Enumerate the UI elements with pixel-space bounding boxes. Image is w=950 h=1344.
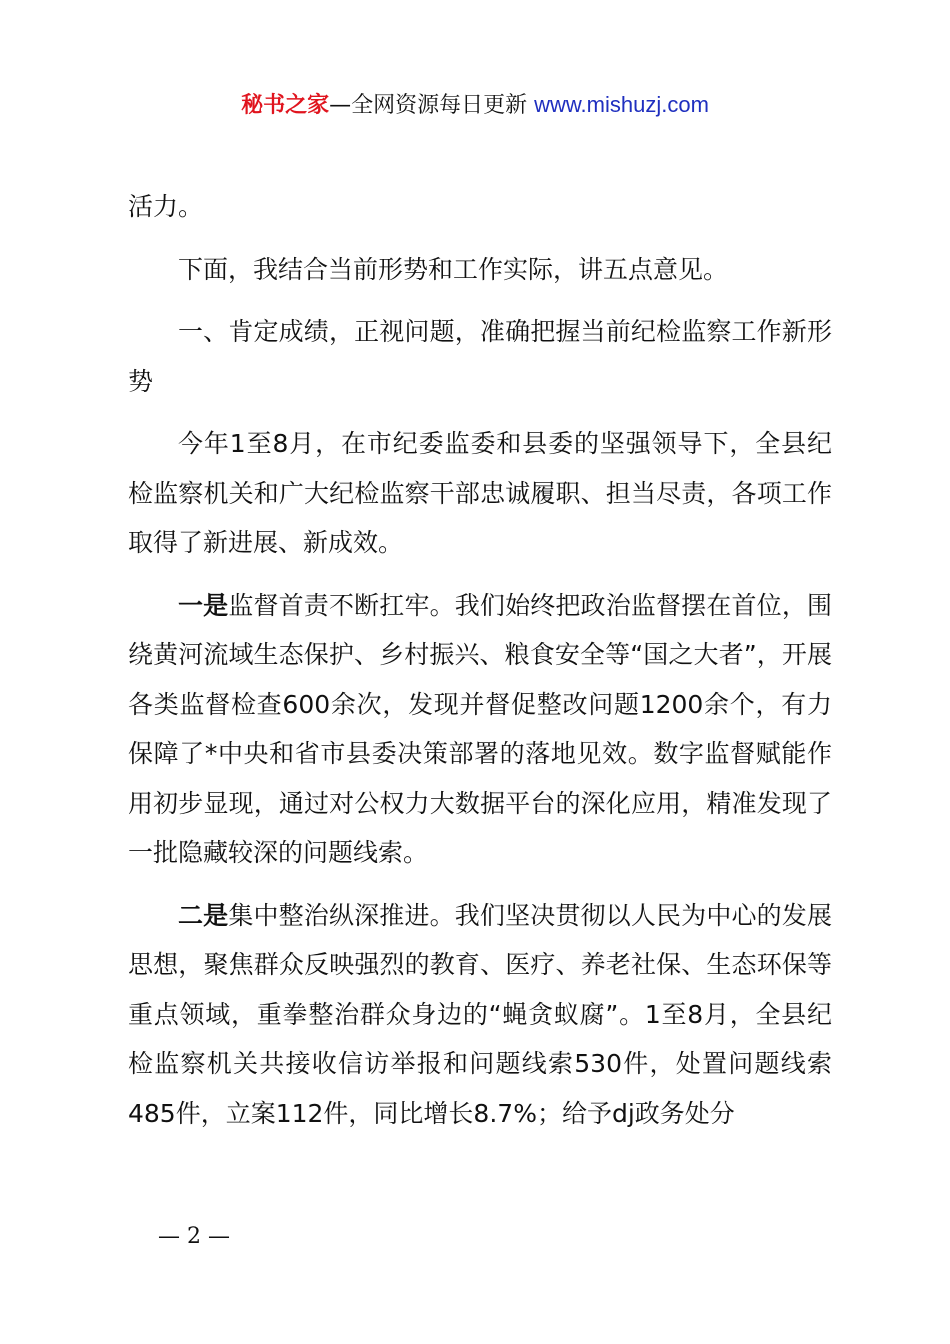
paragraph-text: 今年1至8月，在市纪委监委和县委的坚强领导下，全县纪检监察机关和广大纪检监察干部忠诚履职、担当尽责，各项工作取得了新进展、新成效。 bbox=[128, 429, 832, 557]
page-header bbox=[0, 88, 950, 123]
point-lead: 一是 bbox=[178, 590, 229, 620]
paragraph-continuation bbox=[128, 182, 832, 232]
paragraph-summary bbox=[128, 419, 832, 568]
brand-name: 秘书之家 bbox=[241, 93, 330, 118]
paragraph-intro bbox=[128, 245, 832, 295]
site-url-link[interactable]: www.mishuzj.com bbox=[534, 92, 709, 117]
paragraph-point-one bbox=[128, 581, 832, 878]
paragraph-text: 集中整治纵深推进。我们坚决贯彻以人民为中心的发展思想，聚焦群众反映强烈的教育、医疗、养老社保、生态环保等重点领域，重拳整治群众身边的“蝇贪蚁腐”。1至8月，全县纪检监察机关共接收信访举报和问题线索530件，处置问题线索485件，立案112件，同比增长8.7%；给予dj政务处分 bbox=[128, 900, 832, 1128]
header-tagline: —全网资源每日更新 bbox=[329, 93, 528, 118]
document-body bbox=[128, 182, 832, 1138]
page-number: — 2 — bbox=[158, 1224, 230, 1249]
paragraph-text: 监督首责不断扛牢。我们始终把政治监督摆在首位，围绕黄河流域生态保护、乡村振兴、粮食安全等“国之大者”，开展各类监督检查600余次，发现并督促整改问题1200余个，有力保障了*中央和省市县委决策部署的落地见效。数字监督赋能作用初步显现，通过对公权力大数据平台的深化应用，精准发现了一批隐藏较深的问题线索。 bbox=[128, 590, 832, 867]
paragraph-text: 下面，我结合当前形势和工作实际，讲五点意见。 bbox=[178, 254, 729, 284]
point-lead: 二是 bbox=[178, 900, 229, 930]
section-heading-text: 一、肯定成绩，正视问题，准确把握当前纪检监察工作新形势 bbox=[128, 317, 832, 396]
paragraph-text: 活力。 bbox=[128, 192, 204, 221]
paragraph-point-two bbox=[128, 891, 832, 1139]
section-heading bbox=[128, 307, 832, 406]
